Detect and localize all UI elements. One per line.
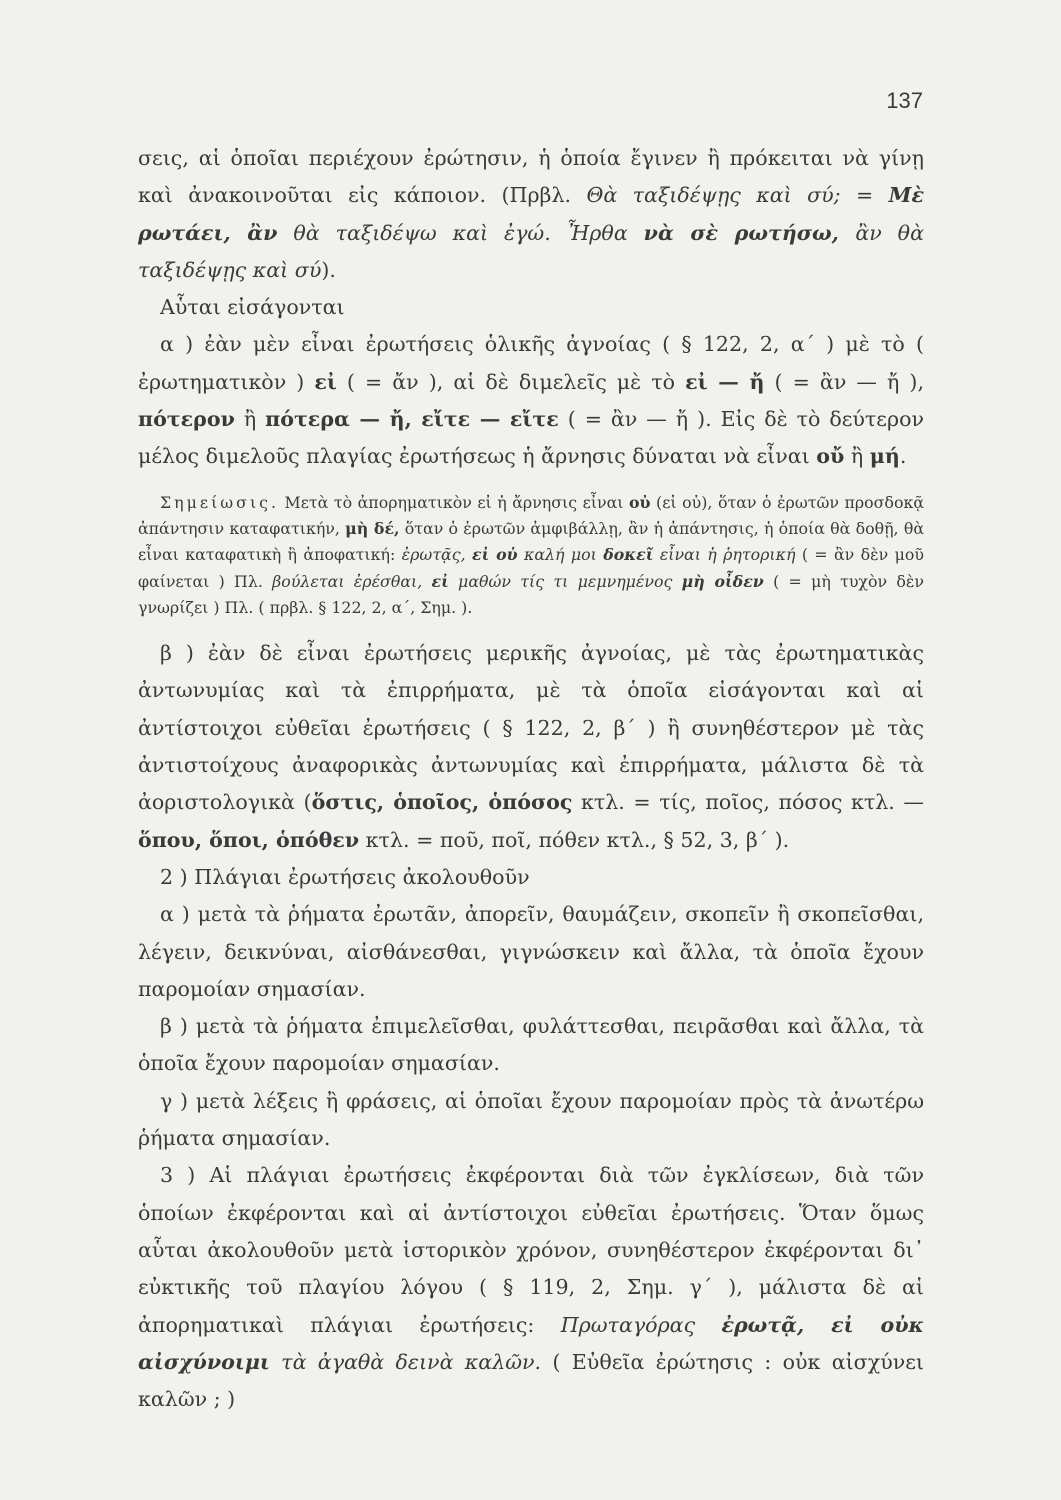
example-italic: ἂν θὰ ταξιδέψῃς καὶ σύ <box>138 220 924 282</box>
text-span: ( = ἂν — ἤ ), <box>764 369 924 394</box>
paragraph-alpha <box>138 326 924 475</box>
text-span: κτλ. = ποῦ, ποῖ, πόθεν κτλ., § 52, 3, β΄ ). <box>359 827 790 852</box>
term-bold: οὐ <box>629 492 651 512</box>
page-body <box>138 140 924 1418</box>
term-bold: ὅστις, ὁποῖος, ὁπόσος <box>311 790 573 815</box>
example-italic: Θὰ ταξιδέψῃς καὶ σύ; <box>586 183 857 208</box>
section-2-item-b: β ) μετὰ τὰ ῥήματα ἐπιμελεῖσθαι, φυλάττεσθαι, πειρᾶσθαι καὶ ἄλλα, τὰ ὁποῖα ἔχουν παρομοίαν σημασίαν. <box>138 1014 924 1076</box>
term-bold: μὴ δέ, <box>345 518 400 538</box>
term-bold: μή <box>869 444 900 469</box>
example-italic: βούλεται ἐρέσθαι, <box>272 571 432 591</box>
term-bold: εἰ — ἤ <box>685 369 765 394</box>
text-span: ( = ἄν ), αἱ δὲ διμελεῖς μὲ τὸ <box>336 369 686 394</box>
paragraph-beta <box>138 635 924 859</box>
text-span: ὅταν ὁ ἐρωτῶν ἀμφιβάλλῃ, ἂν ἡ ἀπάντησις, ἡ ὁποία θὰ δοθῇ, θὰ εἶναι καταφατικὴ ἢ ἀποφατική: <box>138 518 924 565</box>
text-span: ἢ <box>234 407 266 432</box>
text-span: ( = ἂν — ἤ ). Εἰς δὲ τὸ δεύτερον μέλος διμελοῦς πλαγίας ἐρωτήσεως ἡ ἄρνησις δύναται νὰ εἶναι <box>138 407 924 469</box>
intro-line: Αὗται εἰσάγονται <box>160 295 345 320</box>
text-span: = <box>856 183 889 208</box>
example-italic: καλή μοι <box>517 545 604 565</box>
example-italic: Ἦρθα <box>566 220 644 245</box>
text-span: κτλ. = τίς, ποῖος, πόσος κτλ. — <box>572 790 925 815</box>
example-italic: Πρωταγόρας <box>560 1312 722 1337</box>
text-span: ). <box>321 257 336 282</box>
section-2-item-a: α ) μετὰ τὰ ῥήματα ἐρωτᾶν, ἀπορεῖν, θαυμάζειν, σκοπεῖν ἢ σκοπεῖσθαι, λέγειν, δεικνύναι, αἰσθάνεσθαι, γιγνώσκειν καὶ ἄλλα, τὰ ὁποῖα ἔχουν παρομοίαν σημασίαν. <box>138 902 924 1001</box>
term-bold: οὔ <box>816 444 845 469</box>
text-span: ( = ἂν δὲν μοῦ φαίνεται ) Πλ. <box>138 545 925 591</box>
example-bold: δοκεῖ <box>603 545 654 565</box>
term-bold: πότερα — ἤ, εἴτε — εἴτε <box>265 407 559 432</box>
example-italic: θὰ ταξιδέψω καὶ ἐγώ. <box>277 220 567 245</box>
term-bold: εἰ <box>314 369 337 394</box>
text-span: σεις, αἱ ὁποῖαι περιέχουν ἐρώτησιν, ἡ ὁποία ἔγινεν ἢ πρόκειται νὰ γίνῃ καὶ ἀνακοινοῦται εἰς κάποιον. (Πρβλ. <box>138 146 924 208</box>
paragraph-continuation <box>138 140 924 289</box>
text-span: Μετὰ τὸ ἀπορηματικὸν εἰ ἡ ἄρνησις εἶναι <box>279 492 630 512</box>
text-span: α ) ἐὰν μὲν εἶναι ἐρωτήσεις ὁλικῆς ἀγνοίας ( § 122, 2, α΄ ) μὲ τὸ ( ἐρωτηματικὸν ) <box>138 332 924 394</box>
example-italic: ἐρωτᾷς, <box>401 545 472 565</box>
example-bold: νὰ σὲ ρωτήσω, <box>643 220 856 245</box>
section-2-heading: 2 ) Πλάγιαι ἐρωτήσεις ἀκολουθοῦν <box>160 864 530 889</box>
example-bold: μὴ οἶδεν <box>681 571 764 591</box>
section-2-item-c: γ ) μετὰ λέξεις ἢ φράσεις, αἱ ὁποῖαι ἔχουν παρομοίαν πρὸς τὰ ἀνωτέρω ῥήματα σημασίαν. <box>138 1088 924 1151</box>
example-bold: ἐρωτᾷ, εἰ οὐκ αἰσχύνοιμι <box>138 1312 924 1374</box>
text-span: ( Εὐθεῖα ἐρώτησις : οὐκ αἰσχύνει καλῶν ; ) <box>138 1349 924 1412</box>
example-bold: εἰ <box>431 571 449 591</box>
section-3-paragraph <box>138 1157 924 1418</box>
note-label: Σημείωσις. <box>160 492 280 512</box>
text-span: β ) ἐὰν δὲ εἶναι ἐρωτήσεις μερικῆς ἀγνοίας, μὲ τὰς ἐρωτηματικὰς ἀντωνυμίας καὶ τὰ ἐπιρρήματα, μὲ τὰ ὁποῖα εἰσάγονται καὶ αἱ ἀντίστοιχοι εὐθεῖαι ἐρωτήσεις ( § 122, 2, β΄ ) ἢ συνηθέστερον μὲ τὰς ἀντιστοίχους ἀναφορικὰς ἀντωνυμίας καὶ ἐπιρρήματα, μάλιστα δὲ τὰ ἀοριστολογικὰ ( <box>138 641 924 815</box>
text-span: ( = μὴ τυχὸν δὲν γνωρίζει ) Πλ. ( πρβλ. § 122, 2, α΄, Σημ. ). <box>138 571 925 617</box>
example-italic: εἶναι ἡ ῥητορική <box>653 545 796 565</box>
example-italic: μαθών τίς τι μεμνημένος <box>448 571 682 591</box>
term-bold: ὅπου, ὅποι, ὁπόθεν <box>138 827 360 852</box>
note-paragraph <box>138 490 924 621</box>
text-span: 3 ) Αἱ πλάγιαι ἐρωτήσεις ἐκφέρονται διὰ τῶν ἐγκλίσεων, διὰ τῶν ὁποίων ἐκφέρονται καὶ αἱ ἀντίστοιχοι εὐθεῖαι ἐρωτήσεις. Ὅταν ὅμως αὗται ἀκολουθοῦν μετὰ ἱστορικὸν χρόνον, συνηθέστερον ἐκφέρονται δι᾿ εὐκτικῆς τοῦ πλαγίου λόγου ( § 119, 2, Σημ. γ΄ ), μάλιστα δὲ αἱ ἀπορηματικαὶ πλάγιαι ἐρωτήσεις: <box>138 1163 924 1337</box>
example-bold: Μὲ ρωτάει, ἂν <box>138 183 924 245</box>
page-number: 137 <box>886 88 923 113</box>
example-bold: εἰ οὐ <box>471 545 518 565</box>
example-italic: τὰ ἀγαθὰ δεινὰ καλῶν. <box>269 1349 542 1374</box>
text-span: . <box>899 444 907 469</box>
text-span: (εἰ οὐ), ὅταν ὁ ἐρωτῶν προσδοκᾷ ἀπάντησιν καταφατικήν, <box>138 492 924 538</box>
text-span: ἢ <box>844 444 870 469</box>
term-bold: πότερον <box>138 407 235 432</box>
